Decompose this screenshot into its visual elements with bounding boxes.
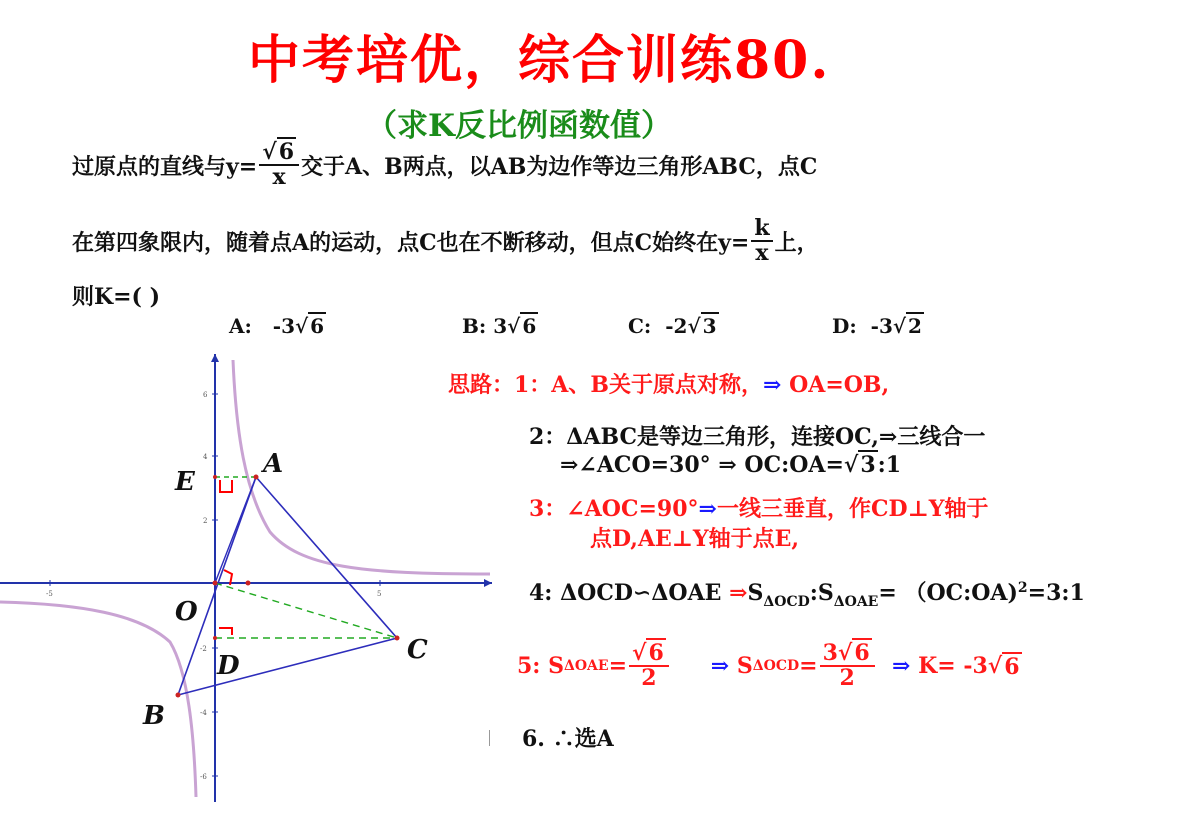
sqrt-symbol: √ [892, 314, 907, 338]
problem-text: 过原点的直线与y= [72, 153, 258, 180]
subscript: ΔOCD [763, 594, 810, 610]
option-a-value: -3 [272, 314, 296, 338]
radicand: 3 [702, 314, 717, 338]
points [176, 475, 400, 698]
step-3-line-1 [529, 492, 988, 523]
page-title: 中考培优，综合训练80. [248, 30, 831, 91]
sqrt-symbol: √ [507, 314, 521, 338]
coefficient: 3 [822, 639, 838, 666]
step-1 [448, 368, 889, 399]
sqrt-symbol: √ [837, 639, 853, 666]
radicand: 6 [278, 138, 294, 165]
step-1-result: OA=OB, [781, 372, 890, 398]
radicand: 6 [854, 639, 870, 666]
area-symbol: :S [809, 580, 834, 606]
problem-line-3: 则K=( ) [72, 284, 161, 310]
triangle-abc [178, 477, 397, 695]
implies-arrow: ⇒ [698, 496, 717, 522]
page-subtitle: （求K反比例函数值） [366, 108, 672, 144]
option-b-label: B: 3 [462, 314, 508, 338]
final-answer: K= -3 [918, 653, 988, 679]
label-b: B [143, 701, 165, 731]
tick-label: -5 [46, 590, 53, 598]
problem-text: 在第四象限内，随着点A的运动，点C也在不断移动，但点C始终在y= [72, 229, 750, 256]
fraction-sqrt6-over-2 [629, 639, 669, 691]
radicand: 6 [648, 639, 664, 666]
problem-text: 交于A、B两点，以AB为边作等边三角形ABC，点C [301, 153, 818, 180]
option-a-label: A: [229, 314, 252, 338]
label-c: C [407, 635, 428, 665]
step-5 [517, 630, 1022, 702]
equals: = [799, 653, 818, 679]
sqrt-symbol: √ [687, 314, 701, 338]
coordinate-figure [0, 352, 495, 807]
option-a [229, 314, 326, 338]
area-symbol: S [736, 653, 753, 679]
label-d: D [217, 651, 240, 681]
hyperbola-lower-branch [0, 602, 196, 797]
denominator: x [272, 164, 286, 190]
area-symbol: 5: S [517, 653, 564, 679]
subscript: ΔOCD [752, 658, 800, 674]
option-d-value: -3 [870, 314, 893, 338]
step-3-text: 3：∠AOC=90° [529, 496, 699, 522]
step-4-text: 4: ΔOCD∽ΔOAE [529, 580, 730, 606]
step-2-ratio: :1 [877, 452, 902, 478]
label-a: A [263, 449, 284, 479]
option-d-label: D: [832, 314, 857, 338]
radicand: 6 [1004, 654, 1020, 680]
radicand: 3 [860, 452, 876, 478]
denominator: 2 [839, 665, 855, 691]
step-1-text: 思路：1：A、B关于原点对称， [448, 372, 763, 398]
problem-line-1 [72, 135, 817, 195]
equals: = [608, 653, 628, 679]
implies-arrow: ⇒ [892, 653, 911, 679]
y-axis-arrow [211, 354, 219, 362]
sqrt-symbol: √ [843, 452, 859, 478]
numerator: k [751, 217, 772, 242]
step-4 [529, 576, 1085, 610]
sqrt-symbol: √ [987, 653, 1003, 679]
fraction-sqrt6-over-x [259, 138, 299, 190]
area-symbol: S [747, 580, 764, 606]
tick-label: -4 [200, 709, 207, 717]
step-4-result: =3:1 [1027, 580, 1085, 606]
segment-oc [215, 583, 397, 638]
implies-arrow: ⇒ [729, 580, 748, 606]
option-d [832, 314, 924, 338]
fraction-3sqrt6-over-2 [820, 639, 875, 691]
option-c-label: C: [628, 314, 652, 338]
sqrt-symbol: √ [632, 639, 647, 666]
step-2-line-2 [560, 452, 901, 478]
step-2-text: ⇒∠ACO=30° ⇒ OC:OA= [560, 452, 844, 478]
tick-label: 6 [203, 391, 208, 399]
problem-text: 上， [774, 229, 819, 256]
x-axis-arrow [484, 579, 492, 587]
tick-label: 4 [203, 453, 208, 461]
step-3-text-2: 一线三垂直，作CD⊥Y轴于 [716, 496, 989, 522]
option-c-value: -2 [665, 314, 688, 338]
step-3-line-2: 点D,AE⊥Y轴于点E, [590, 526, 800, 552]
implies-arrow: ⇒ [710, 653, 730, 679]
tick-label: -6 [200, 773, 207, 781]
subscript: ΔOAE [833, 594, 879, 610]
radicand: 2 [908, 314, 922, 338]
tick-label: 2 [203, 517, 208, 525]
option-b [462, 314, 538, 338]
sqrt-symbol: √ [262, 138, 277, 165]
step-6: 6. ∴选A [522, 726, 614, 752]
right-angle-mark-e [220, 480, 232, 492]
option-c [628, 314, 719, 338]
superscript: 2 [1017, 580, 1028, 596]
label-o: O [175, 597, 198, 627]
label-e: E [175, 467, 195, 497]
problem-line-2 [72, 210, 819, 272]
radicand: 6 [522, 314, 537, 338]
tick-label: -2 [200, 645, 207, 653]
denominator: 2 [641, 665, 657, 691]
tick-label: 5 [377, 590, 382, 598]
right-angle-mark-d [219, 628, 232, 635]
implies-arrow: ⇒ [762, 372, 782, 398]
step-4-ratio: = （OC:OA) [878, 580, 1018, 606]
subscript: ΔOAE [563, 658, 609, 674]
step-2-line-1: 2：ΔABC是等边三角形，连接OC,⇒三线合一 [529, 424, 986, 450]
sqrt-symbol: √ [295, 314, 309, 338]
radicand: 6 [310, 314, 325, 338]
denominator: x [755, 240, 769, 266]
fraction-k-over-x [751, 214, 772, 266]
